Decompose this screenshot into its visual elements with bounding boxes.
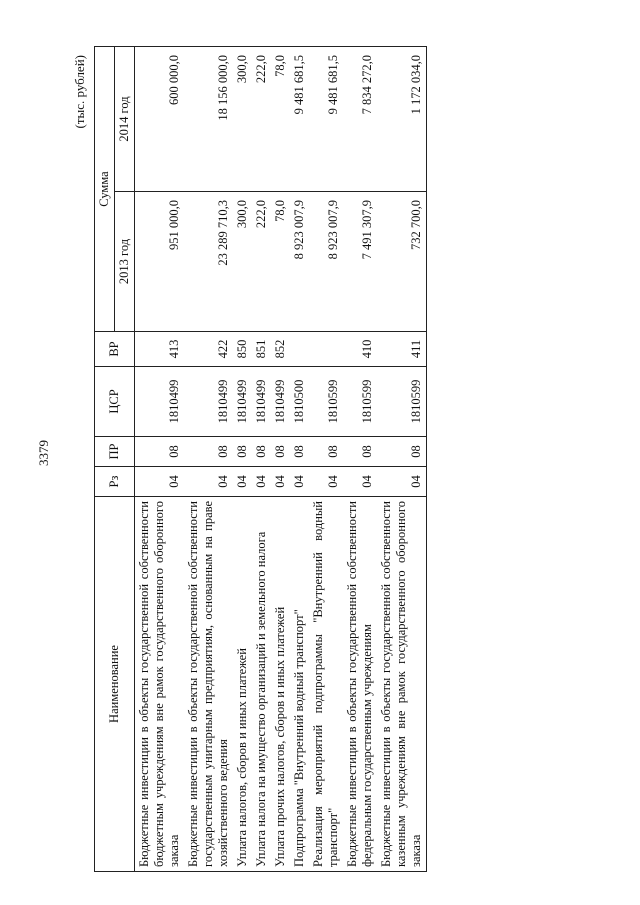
header-sum: Сумма (95, 47, 115, 332)
row-2014: 7 834 272,0 (343, 47, 377, 192)
row-csr: 1810499 (233, 367, 252, 437)
row-pr: 08 (271, 437, 290, 467)
row-2014: 9 481 681,5 (290, 47, 309, 192)
table-row (377, 47, 427, 872)
row-2013: 222,0 (252, 192, 271, 332)
row-pr: 08 (343, 437, 377, 467)
row-rz: 04 (271, 467, 290, 497)
row-pr: 08 (377, 437, 427, 467)
row-vr: 410 (343, 332, 377, 367)
row-rz: 04 (233, 467, 252, 497)
row-csr: 1810499 (252, 367, 271, 437)
table-row (184, 47, 233, 872)
row-vr: 422 (184, 332, 233, 367)
row-2014: 1 172 034,0 (377, 47, 427, 192)
row-name: Уплата прочих налогов, сборов и иных платежей (271, 497, 290, 872)
row-name: Бюджетные инвестиции в объекты государственной собственности казенным учреждениям вне рамок государственного оборонного заказа (377, 497, 427, 872)
row-name: Уплата налога на имущество организаций и земельного налога (252, 497, 271, 872)
row-vr: 851 (252, 332, 271, 367)
row-csr: 1810499 (271, 367, 290, 437)
row-rz: 04 (343, 467, 377, 497)
row-2014: 222,0 (252, 47, 271, 192)
row-csr: 1810500 (290, 367, 309, 437)
table-row (290, 47, 309, 872)
row-name: Бюджетные инвестиции в объекты государственной собственности государственным унитарным предприятиям, основанным на праве хозяйственного ведения (184, 497, 233, 872)
row-pr: 08 (252, 437, 271, 467)
row-rz: 04 (252, 467, 271, 497)
row-2013: 8 923 007,9 (309, 192, 343, 332)
table-row (135, 47, 185, 872)
header-2014: 2014 год (115, 47, 135, 192)
header-csr: ЦСР (95, 367, 135, 437)
row-vr: 850 (233, 332, 252, 367)
row-2013: 7 491 307,9 (343, 192, 377, 332)
row-name: Уплата налогов, сборов и иных платежей (233, 497, 252, 872)
row-vr: 852 (271, 332, 290, 367)
table-row (233, 47, 252, 872)
row-rz: 04 (309, 467, 343, 497)
header-rz: Рз (95, 467, 135, 497)
row-pr: 08 (290, 437, 309, 467)
budget-table (94, 46, 427, 872)
row-name: Бюджетные инвестиции в объекты государственной собственности бюджетным учреждениям вне рамок государственного оборонного заказа (135, 497, 185, 872)
row-2014: 18 156 000,0 (184, 47, 233, 192)
row-csr: 1810599 (377, 367, 427, 437)
page-number: 3379 (36, 440, 51, 466)
row-rz: 04 (290, 467, 309, 497)
row-rz: 04 (135, 467, 185, 497)
row-pr: 08 (135, 437, 185, 467)
rotated-page-content (72, 47, 532, 872)
row-csr: 1810499 (135, 367, 185, 437)
row-2013: 951 000,0 (135, 192, 185, 332)
row-vr: 411 (377, 332, 427, 367)
row-pr: 08 (184, 437, 233, 467)
header-name: Наименование (95, 497, 135, 872)
header-2013: 2013 год (115, 192, 135, 332)
row-vr (309, 332, 343, 367)
row-2013: 23 289 710,3 (184, 192, 233, 332)
row-csr: 1810499 (184, 367, 233, 437)
row-2014: 300,0 (233, 47, 252, 192)
header-vr: ВР (95, 332, 135, 367)
table-row (309, 47, 343, 872)
row-2013: 8 923 007,9 (290, 192, 309, 332)
row-rz: 04 (377, 467, 427, 497)
table-row (271, 47, 290, 872)
row-vr: 413 (135, 332, 185, 367)
table-row (252, 47, 271, 872)
row-name: Подпрограмма "Внутренний водный транспорт" (290, 497, 309, 872)
row-name: Бюджетные инвестиции в объекты государственной собственности федеральным государственным учреждениям (343, 497, 377, 872)
row-name: Реализация мероприятий подпрограммы "Внутренний водный транспорт" (309, 497, 343, 872)
row-csr: 1810599 (309, 367, 343, 437)
row-2014: 9 481 681,5 (309, 47, 343, 192)
row-2013: 78,0 (271, 192, 290, 332)
units-label: (тыс. рублей) (72, 55, 87, 129)
row-pr: 08 (233, 437, 252, 467)
row-2013: 732 700,0 (377, 192, 427, 332)
row-2013: 300,0 (233, 192, 252, 332)
row-csr: 1810599 (343, 367, 377, 437)
header-pr: ПР (95, 437, 135, 467)
row-2014: 600 000,0 (135, 47, 185, 192)
row-pr: 08 (309, 437, 343, 467)
row-vr (290, 332, 309, 367)
row-rz: 04 (184, 467, 233, 497)
table-row (343, 47, 377, 872)
row-2014: 78,0 (271, 47, 290, 192)
